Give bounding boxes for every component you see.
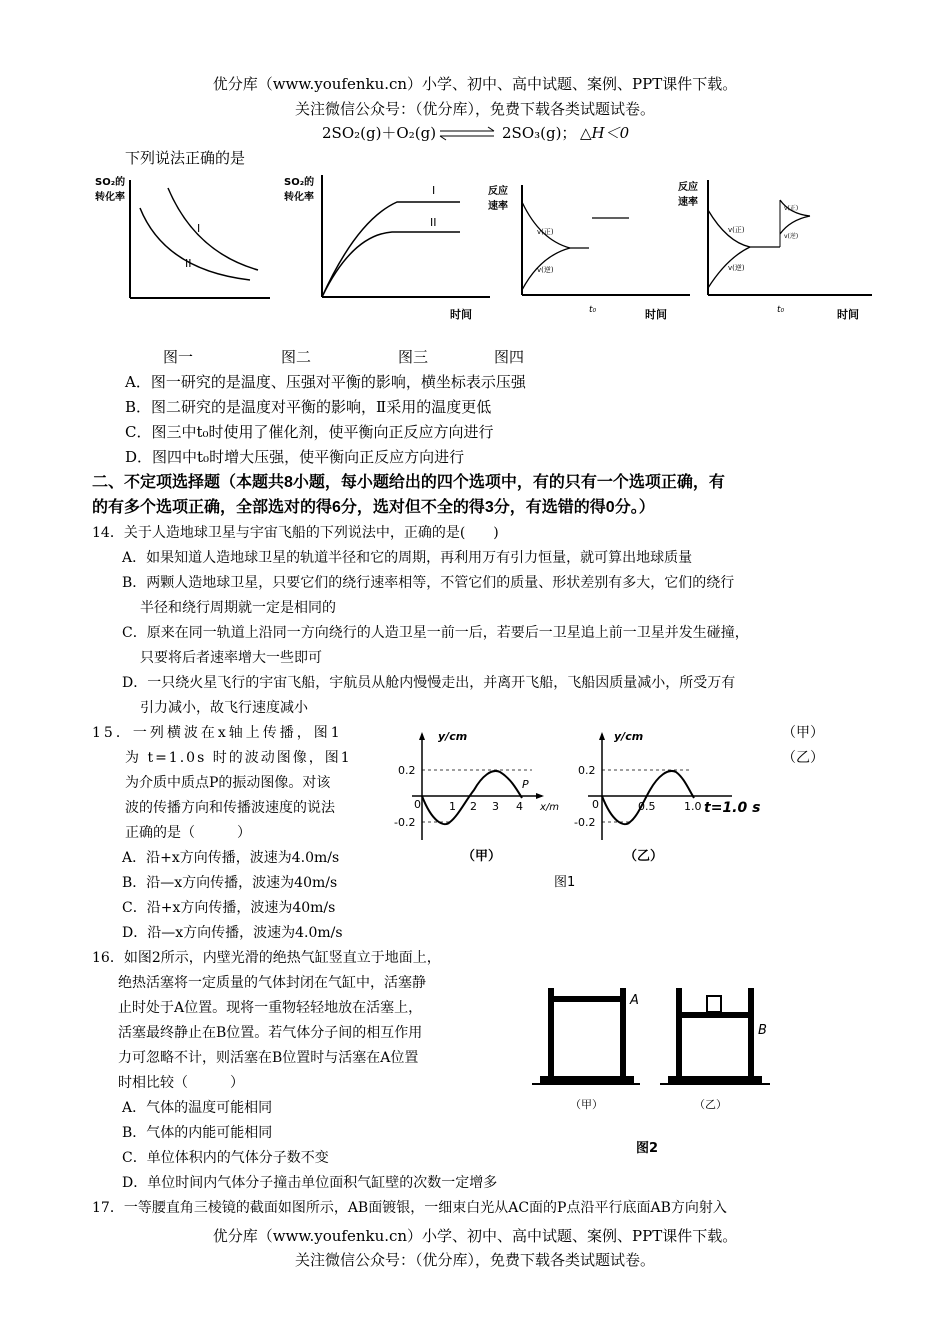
fig-caption-1: 图一 <box>163 348 194 366</box>
fig-caption-3: 图三 <box>398 348 429 366</box>
q16-stem-1: 16．如图2所示，内壁光滑的绝热气缸竖直立于地面上， <box>92 950 441 966</box>
fig1-tick-3: 3 <box>492 800 499 813</box>
fig1-tick-10: 1.0 <box>684 800 702 813</box>
q16-stem-3: 止时处于A位置。现将一重物轻轻地放在活塞上， <box>118 1000 423 1016</box>
q16-option-c: C．单位体积内的气体分子数不变 <box>122 1150 329 1166</box>
graph-3-t0: t₀ <box>589 305 597 315</box>
section-2-heading-line-2: 的有多个选项正确，全部选对的得6分，选对但不全的得3分，有选错的得0分。） <box>92 499 655 516</box>
graph-4-xlabel: 时间 <box>837 308 859 321</box>
equilibrium-arrow-icon <box>436 127 498 141</box>
q15-side-yi: （乙） <box>782 750 824 766</box>
graph-1-label-I: I <box>197 222 201 235</box>
fig1-ylabel-yi: y/cm <box>614 730 644 743</box>
graph-3-ylabel-1: 反应 <box>488 186 508 197</box>
fig1-cap-jia: （甲） <box>462 849 502 864</box>
header-line-2: 关注微信公众号：（优分库），免费下载各类试题试卷。 <box>294 100 655 118</box>
graph-4-vfwd: v(正) <box>728 226 745 234</box>
section-2-heading-line-1: 二、不定项选择题（本题共8小题，每小题给出的四个选项中，有的只有一个选项正确，有 <box>92 474 725 491</box>
q16-stem-5: 力可忽略不计，则活塞在B位置时与活塞在A位置 <box>118 1050 419 1066</box>
graph-1-curve-II <box>140 208 250 280</box>
q17-stem: 17．一等腰直角三棱镜的截面如图所示，AB面镀银，一细束白光从AC面的P点沿平行底面AB方向射入 <box>92 1200 727 1216</box>
graph-1 <box>90 170 290 330</box>
q14-stem: 14．关于人造地球卫星与宇宙飞船的下列说法中，正确的是( ) <box>92 525 499 541</box>
fig1-p: P <box>522 778 529 791</box>
cylinder-yi <box>660 988 770 1084</box>
q14-option-b: B．两颗人造地球卫星，只要它们的绕行速率相等，不管它们的质量、形状差别有多大，它们的绕行 <box>122 575 735 591</box>
fig2-cap-yi: （乙） <box>694 1098 727 1111</box>
fig1-xlabel: x/m <box>540 802 560 813</box>
fig-caption-2: 图二 <box>281 348 312 366</box>
wave-jia-curve <box>422 771 522 824</box>
q13-prompt: 下列说法正确的是 <box>125 149 246 167</box>
fig2-label-a: A <box>630 993 639 1008</box>
fig1-t-label: t=1.0 s <box>704 800 761 816</box>
fig1-ylabel-jia: y/cm <box>438 730 468 743</box>
fig1-tick-05: 0.5 <box>638 800 656 813</box>
graph-4-vrev-2: v(逆) <box>784 233 799 240</box>
fig1-cap-yi: （乙） <box>624 849 664 864</box>
footer-line-2: 关注微信公众号：（优分库），免费下载各类试题试卷。 <box>294 1251 655 1269</box>
q15-stem-4: 波的传播方向和传播波速度的说法 <box>125 800 335 816</box>
equation-dh: △H＜0 <box>580 124 630 142</box>
graph-1-ylabel-2: 转化率 <box>95 192 125 203</box>
fig1-tick-4: 4 <box>516 800 523 813</box>
q16-stem-4: 活塞最终静止在B位置。若气体分子间的相互作用 <box>118 1025 423 1041</box>
q16-option-a: A．气体的温度可能相同 <box>122 1100 273 1116</box>
fig2-cap-jia: （甲） <box>570 1098 603 1111</box>
q13-option-a: A．图一研究的是温度、压强对平衡的影响，横坐标表示压强 <box>125 373 526 391</box>
graph-4-ylabel-2: 速率 <box>678 197 698 208</box>
figure-1 <box>392 728 772 893</box>
q14-option-c: C．原来在同一轨道上沿同一方向绕行的人造卫星一前一后，若要后一卫星追上前一卫星并发生碰撞， <box>122 625 749 641</box>
graph-1-ylabel-1: SO₂的 <box>95 177 126 188</box>
q16-option-d: D．单位时间内气体分子撞击单位面积气缸壁的次数一定增多 <box>122 1175 498 1191</box>
fig1-pos-jia: 0.2 <box>398 764 416 777</box>
graph-2-label-I: I <box>432 184 436 197</box>
fig1-origin-yi: 0 <box>592 798 599 811</box>
graph-2 <box>282 170 492 330</box>
graph-4-vrev: v(逆) <box>728 264 745 272</box>
q13-option-d: D．图四中t₀时增大压强，使平衡向正反应方向进行 <box>125 448 465 466</box>
graph-2-ylabel-1: SO₂的 <box>284 177 315 188</box>
q16-option-b: B．气体的内能可能相同 <box>122 1125 273 1141</box>
fig1-neg-jia: -0.2 <box>394 816 416 829</box>
footer-line-1: 优分库（www.youfenku.cn）小学、初中、高中试题、案例、PPT课件下载。 <box>212 1227 738 1245</box>
graph-2-curve-I <box>322 202 460 297</box>
q14-option-d-cont: 引力减小，故飞行速度减小 <box>140 700 308 716</box>
graph-4 <box>672 170 882 330</box>
q14-option-a: A．如果知道人造地球卫星的轨道半径和它的周期，再利用万有引力恒量，就可算出地球质量 <box>122 550 693 566</box>
q15-option-c: C．沿+x方向传播，波速为40m/s <box>122 900 336 916</box>
q15-stem-5: 正确的是（ ） <box>125 825 251 841</box>
graph-4-vfwd-2: v(正) <box>784 205 799 212</box>
wave-yi-curve <box>602 771 694 824</box>
equation-right: 2SO₃(g)； <box>502 124 577 142</box>
q15-option-b: B．沿—x方向传播，波速为40m/s <box>122 875 338 891</box>
q15-side-jia: （甲） <box>782 725 824 741</box>
cylinder-jia <box>532 988 640 1084</box>
fig-caption-4: 图四 <box>494 348 525 366</box>
graph-4-ylabel-1: 反应 <box>678 182 698 193</box>
fig1-tick-1: 1 <box>449 800 456 813</box>
graph-2-curve-II <box>322 232 460 297</box>
graph-3-xlabel: 时间 <box>645 308 667 321</box>
q16-stem-2: 绝热活塞将一定质量的气体封闭在气缸中，活塞静 <box>118 975 426 991</box>
graph-2-xlabel: 时间 <box>450 308 472 321</box>
header-line-1: 优分库（www.youfenku.cn）小学、初中、高中试题、案例、PPT课件下载。 <box>212 75 738 93</box>
q15-stem-2: 为 t=1.0s 时的波动图像，图1 <box>125 750 352 766</box>
q16-stem-6: 时相比较（ ） <box>118 1075 244 1091</box>
fig1-pos-yi: 0.2 <box>578 764 596 777</box>
fig2-label-b: B <box>758 1023 767 1038</box>
q14-option-c-cont: 只要将后者速率增大一些即可 <box>140 650 322 666</box>
graph-3-vfwd: v(正) <box>537 228 554 236</box>
q15-stem-1: 15．一列横波在x轴上传播，图1 <box>92 725 343 741</box>
graph-3 <box>485 170 695 330</box>
graph-4-t0: t₀ <box>777 305 785 315</box>
q15-option-a: A．沿+x方向传播，波速为4.0m/s <box>122 850 340 866</box>
equation-left: 2SO₂(g)＋O₂(g) <box>322 124 437 142</box>
fig1-origin-jia: 0 <box>414 798 421 811</box>
q15-option-d: D．沿—x方向传播，波速为4.0m/s <box>122 925 343 941</box>
q14-option-d: D．一只绕火星飞行的宇宙飞船，宇航员从舱内慢慢走出，并离开飞船，飞船因质量减小，所受万有 <box>122 675 736 691</box>
graph-2-ylabel-2: 转化率 <box>284 192 314 203</box>
graph-1-label-II: II <box>185 257 192 270</box>
fig1-tick-2: 2 <box>470 800 477 813</box>
graph-3-ylabel-2: 速率 <box>488 201 508 212</box>
q15-stem-3: 为介质中质点P的振动图像。对该 <box>125 775 331 791</box>
figure-2 <box>530 980 800 1160</box>
fig1-caption: 图1 <box>554 875 576 890</box>
graph-2-label-II: II <box>430 216 437 229</box>
q13-option-c: C．图三中t₀时使用了催化剂，使平衡向正反应方向进行 <box>125 423 494 441</box>
fig2-caption: 图2 <box>636 1141 659 1156</box>
graph-3-vrev: v(逆) <box>537 266 554 274</box>
q14-option-b-cont: 半径和绕行周期就一定是相同的 <box>140 600 336 616</box>
q13-option-b: B．图二研究的是温度对平衡的影响，Ⅱ采用的温度更低 <box>125 398 492 416</box>
fig1-neg-yi: -0.2 <box>574 816 596 829</box>
